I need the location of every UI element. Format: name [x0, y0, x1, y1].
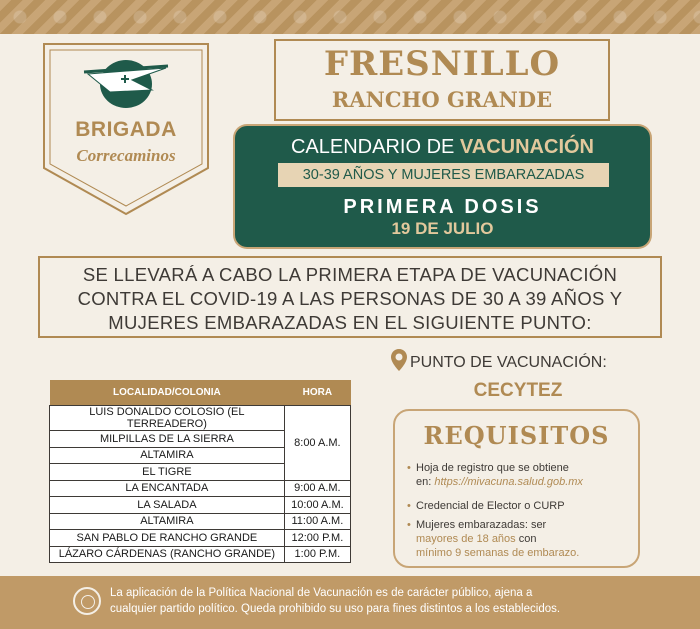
locality-cell: ALTAMIRA [50, 447, 285, 464]
table-row [50, 497, 351, 514]
requirement-3-text: Mujeres embarazadas: ser [416, 519, 547, 531]
hour-cell: 12:00 P.M. [284, 530, 350, 547]
announcement-line-3: MUJERES EMBARAZADAS EN EL SIGUIENTE PUNTO: [108, 312, 592, 333]
locality-cell: LA SALADA [50, 497, 285, 514]
announcement-line-2: CONTRA EL COVID-19 A LAS PERSONAS DE 30 A 39 AÑOS Y [77, 288, 623, 309]
locality-cell: LÁZARO CÁRDENAS (RANCHO GRANDE) [50, 546, 285, 563]
location-pin-icon [390, 348, 408, 372]
vaccination-point-label: PUNTO DE VACUNACIÓN: [410, 354, 607, 371]
bullet-icon: • [407, 519, 411, 531]
registration-link[interactable]: https://mivacuna.salud.gob.mx [434, 476, 583, 488]
bullet-icon: • [407, 462, 411, 474]
locality-cell: MILPILLAS DE LA SIERRA [50, 431, 285, 448]
locality-cell: LA ENCANTADA [50, 480, 285, 497]
bullet-icon: • [407, 500, 411, 512]
locality-cell: LUIS DONALDO COLOSIO (EL TERREADERO) [50, 406, 285, 431]
roadrunner-emblem-icon [84, 60, 168, 108]
announcement-box [38, 256, 662, 338]
schedule-table [49, 380, 351, 563]
table-row [50, 513, 351, 530]
requirement-2-text: Credencial de Elector o CURP [416, 500, 565, 512]
requirement-item-2 [407, 499, 631, 513]
requirement-3-connector: con [515, 533, 537, 545]
requirement-1-prefix: en: [416, 476, 435, 488]
requirement-item-1 [407, 461, 631, 489]
requirement-3-age: mayores de 18 años [416, 533, 516, 545]
table-row [50, 406, 351, 431]
locality-title: RANCHO GRANDE [331, 87, 553, 112]
top-decorative-band [0, 0, 700, 34]
table-row [50, 480, 351, 497]
locality-cell: ALTAMIRA [50, 513, 285, 530]
locality-cell: EL TIGRE [50, 464, 285, 481]
brand-name: BRIGADA [75, 118, 177, 141]
announcement-line-1: SE LLEVARÁ A CABO LA PRIMERA ETAPA DE VACUNACIÓN [82, 264, 618, 285]
table-header-row [50, 380, 351, 406]
brand-subname: Correcaminos [76, 146, 176, 165]
dose-date: 19 DE JULIO [391, 219, 494, 238]
city-title: FRESNILLO [323, 44, 561, 84]
hour-cell: 1:00 P.M. [284, 546, 350, 563]
audience-bar [278, 163, 609, 187]
hour-cell: 9:00 A.M. [284, 480, 350, 497]
vaccination-point-place: CECYTEZ [473, 380, 563, 401]
requirement-3-weeks: mínimo 9 semanas de embarazo. [416, 547, 580, 559]
table-row [50, 530, 351, 547]
requirement-item-3 [407, 518, 631, 560]
column-header-hour: HORA [284, 380, 350, 406]
hour-cell: 10:00 A.M. [284, 497, 350, 514]
calendar-heading [237, 136, 648, 159]
footer-line-1: La aplicación de la Política Nacional de Vacunación es de carácter público, ajena a [110, 587, 533, 599]
audience-label: 30-39 AÑOS Y MUJERES EMBARAZADAS [302, 167, 585, 183]
table-row [50, 546, 351, 563]
locality-cell: SAN PABLO DE RANCHO GRANDE [50, 530, 285, 547]
hour-cell: 8:00 A.M. [284, 406, 350, 481]
requirement-1-text: Hoja de registro que se obtiene [416, 462, 569, 474]
column-header-locality: LOCALIDAD/COLONIA [50, 380, 285, 406]
footer-line-2: cualquier partido político. Queda prohibido su uso para fines distintos a los establecidos. [110, 603, 561, 615]
calendar-heading-bold: VACUNACIÓN [459, 136, 594, 158]
calendar-heading-plain: CALENDARIO DE [290, 136, 460, 158]
government-seal-icon [73, 587, 101, 615]
hour-cell: 11:00 A.M. [284, 513, 350, 530]
dose-label: PRIMERA DOSIS [343, 196, 542, 218]
requirements-title: REQUISITOS [423, 421, 610, 450]
